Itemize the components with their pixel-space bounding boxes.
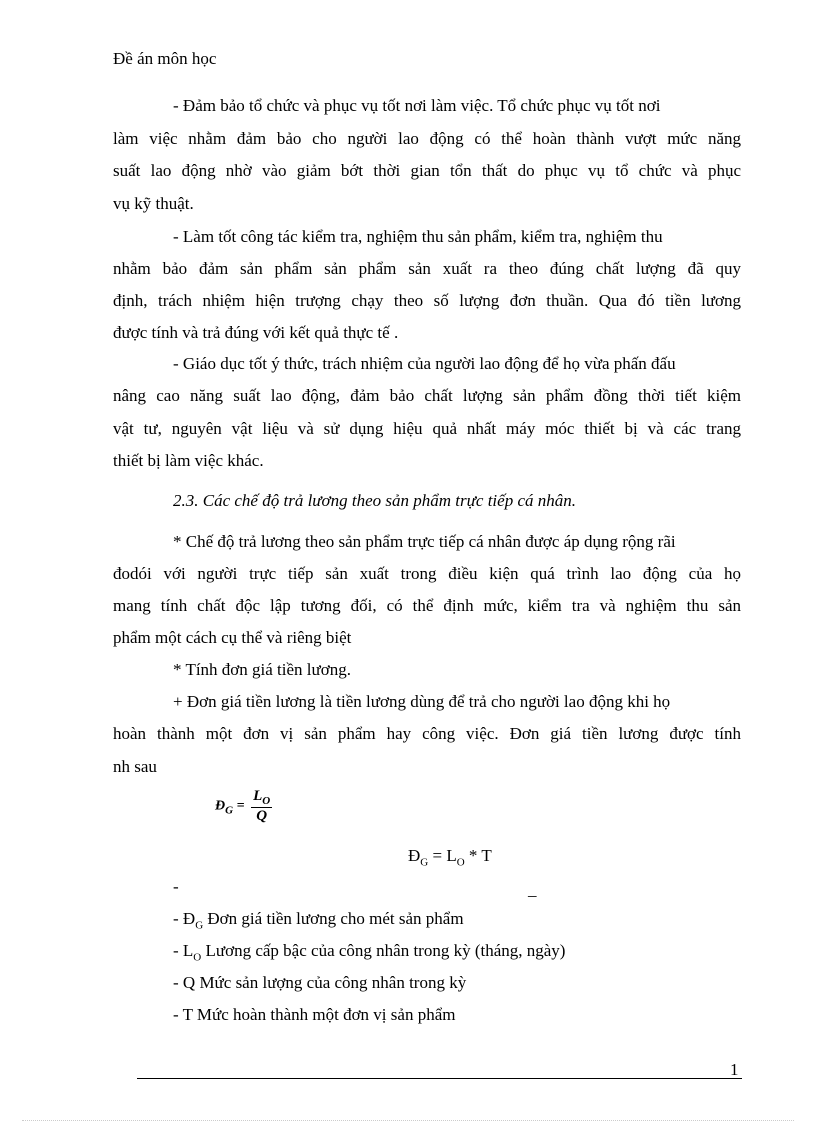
- page-boundary: [22, 1120, 794, 1121]
- formula-lhs: Đ: [215, 798, 226, 814]
- definition-item: - Q Mức sản lượng của công nhân trong kỳ: [173, 973, 467, 992]
- text-line: * Chế độ trả lương theo sản phẩm trực tiếp cá nhân được áp dụng rộng rãi: [173, 532, 676, 551]
- formula-lhs-sub: G: [225, 804, 234, 817]
- definition-item: - T Mức hoàn thành một đơn vị sản phẩm: [173, 1005, 456, 1024]
- formula-eq: =: [236, 798, 245, 814]
- text-line: vật tư, nguyên vật liệu và sử dụng hiệu quả nhất máy móc thiết bị và các trang: [113, 419, 741, 438]
- text-line: mang tính chất độc lập tương đối, có thể định mức, kiểm tra và nghiệm thu sản: [113, 596, 741, 615]
- text-line: phẩm một cách cụ thể và riêng biệt: [113, 628, 352, 647]
- text-line: hoàn thành một đơn vị sản phẩm hay công việc. Đơn giá tiền lương được tính: [113, 724, 741, 743]
- text-line: * Tính đơn giá tiền lương.: [173, 660, 351, 679]
- text-line: vụ kỹ thuật.: [113, 194, 194, 213]
- definition-item: - $Đ_G$ Đơn giá tiền lương cho mét sản phẩm: [173, 909, 464, 932]
- definition-item: - $L_O$ Lương cấp bậc của công nhân trong kỳ (tháng, ngày): [173, 941, 566, 964]
- text-line: thiết bị làm việc khác.: [113, 451, 264, 470]
- text-line: - Làm tốt công tác kiểm tra, nghiệm thu sản phẩm, kiểm tra, nghiệm thu: [173, 227, 663, 246]
- text-line: - Đảm bảo tổ chức và phục vụ tốt nơi làm việc. Tổ chức phục vụ tốt nơi: [173, 96, 661, 115]
- text-line: nâng cao năng suất lao động, đảm bảo chất lượng sản phẩm đồng thời tiết kiệm: [113, 386, 741, 405]
- dash-mark: _: [528, 880, 537, 899]
- text-line: được tính và trả đúng với kết quả thực tế .: [113, 323, 399, 342]
- fraction-numerator: $L_O$: [253, 788, 271, 807]
- footer-rule: [137, 1078, 742, 1079]
- text-line: định, trách nhiệm hiện trượng chạy theo số lượng đơn thuần. Qua đó tiền lương: [113, 291, 741, 310]
- text-line: nh sau: [113, 757, 157, 776]
- text-line: làm việc nhằm đảm bảo cho người lao động có thể hoàn thành vượt mức năng: [113, 129, 741, 148]
- fraction-denominator: Q: [256, 808, 268, 824]
- text-line: suất lao động nhờ vào giảm bớt thời gian tổn thất do phục vụ tổ chức và phục: [113, 161, 741, 180]
- text-line: - Giáo dục tốt ý thức, trách nhiệm của người lao động để họ vừa phấn đấu: [173, 354, 676, 373]
- formula-fraction: [215, 788, 272, 825]
- fraction: [251, 788, 272, 825]
- text-line: đodói với người trực tiếp sản xuất trong điều kiện quá trình lao động của họ: [113, 564, 741, 583]
- formula-product: $Đ_G = L_O * T$: [408, 846, 492, 869]
- text-line: nhằm bảo đảm sản phẩm sản phẩm sản xuất ra theo đúng chất lượng đã quy: [113, 259, 741, 278]
- page-header: Đề án môn học: [113, 49, 217, 68]
- page-number: 1: [730, 1060, 739, 1079]
- dash-line: -: [173, 877, 179, 896]
- section-heading: 2.3. Các chế độ trả lương theo sản phẩm trực tiếp cá nhân.: [173, 491, 576, 510]
- text-line: + Đơn giá tiền lương là tiền lương dùng để trả cho người lao động khi họ: [173, 692, 671, 711]
